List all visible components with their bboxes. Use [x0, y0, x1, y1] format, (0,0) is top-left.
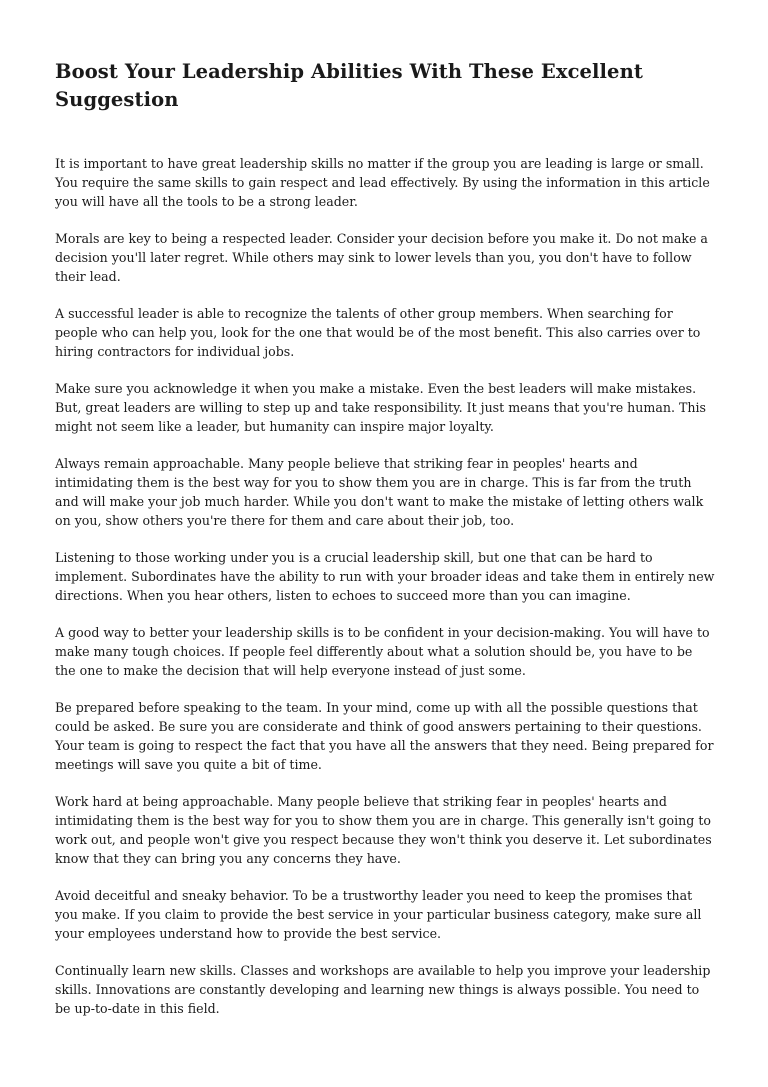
paragraph: It is important to have great leadership skills no matter if the group you are leading is large or small. You require the same skills to gain respect and lead effectively. By using the information in this article you will have all the tools to be a strong leader. — [55, 156, 710, 209]
paragraph: Be prepared before speaking to the team. In your mind, come up with all the possible questions that could be asked. Be sure you are considerate and think of good answers pertaining to their questions. Your team is going to respect the fact that you have all the answers that they need. Being prepared for meetings will save you quite a bit of time. — [55, 700, 714, 772]
paragraph: Always remain approachable. Many people believe that striking fear in peoples' hearts and intimidating them is the best way for you to show them you are in charge. This is far from the truth and will make your job much harder. While you don't want to make the mistake of letting others walk on you, show others you're there for them and care about their job, too. — [55, 456, 704, 528]
document-page — [55, 58, 715, 1036]
paragraph: Listening to those working under you is a crucial leadership skill, but one that can be hard to implement. Subordinates have the ability to run with your broader ideas and take them in entirely new directions. When you hear others, listen to echoes to succeed more than you can imagine. — [55, 550, 715, 603]
paragraph: A good way to better your leadership skills is to be confident in your decision-making. You will have to make many tough choices. If people feel differently about what a solution should be, you have to be the one to make the decision that will help everyone instead of just some. — [55, 625, 710, 678]
paragraph: Work hard at being approachable. Many people believe that striking fear in peoples' hearts and intimidating them is the best way for you to show them you are in charge. This generally isn't going to work out, and people won't give you respect because they won't think you deserve it. Let subordinates know that they can bring you any concerns they have. — [55, 794, 712, 866]
paragraph: Morals are key to being a respected leader. Consider your decision before you make it. Do not make a decision you'll later regret. While others may sink to lower levels than you, you don't have to follow their lead. — [55, 231, 708, 284]
paragraph: A successful leader is able to recognize the talents of other group members. When searching for people who can help you, look for the one that would be of the most benefit. This also carries over to hiring contractors for individual jobs. — [55, 306, 701, 359]
paragraph: Avoid deceitful and sneaky behavior. To be a trustworthy leader you need to keep the promises that you make. If you claim to provide the best service in your particular business category, make sure all your employees understand how to provide the best service. — [55, 888, 702, 941]
document-title: Boost Your Leadership Abilities With These Excellent Suggestion — [55, 60, 643, 111]
paragraph: Continually learn new skills. Classes and workshops are available to help you improve your leadership skills. Innovations are constantly developing and learning new things is always possible. You need to be up-to-date in this field. — [55, 963, 711, 1016]
paragraph: Make sure you acknowledge it when you make a mistake. Even the best leaders will make mistakes. But, great leaders are willing to step up and take responsibility. It just means that you're human. This might not seem like a leader, but humanity can inspire major loyalty. — [55, 381, 706, 434]
document-body — [55, 154, 715, 1018]
